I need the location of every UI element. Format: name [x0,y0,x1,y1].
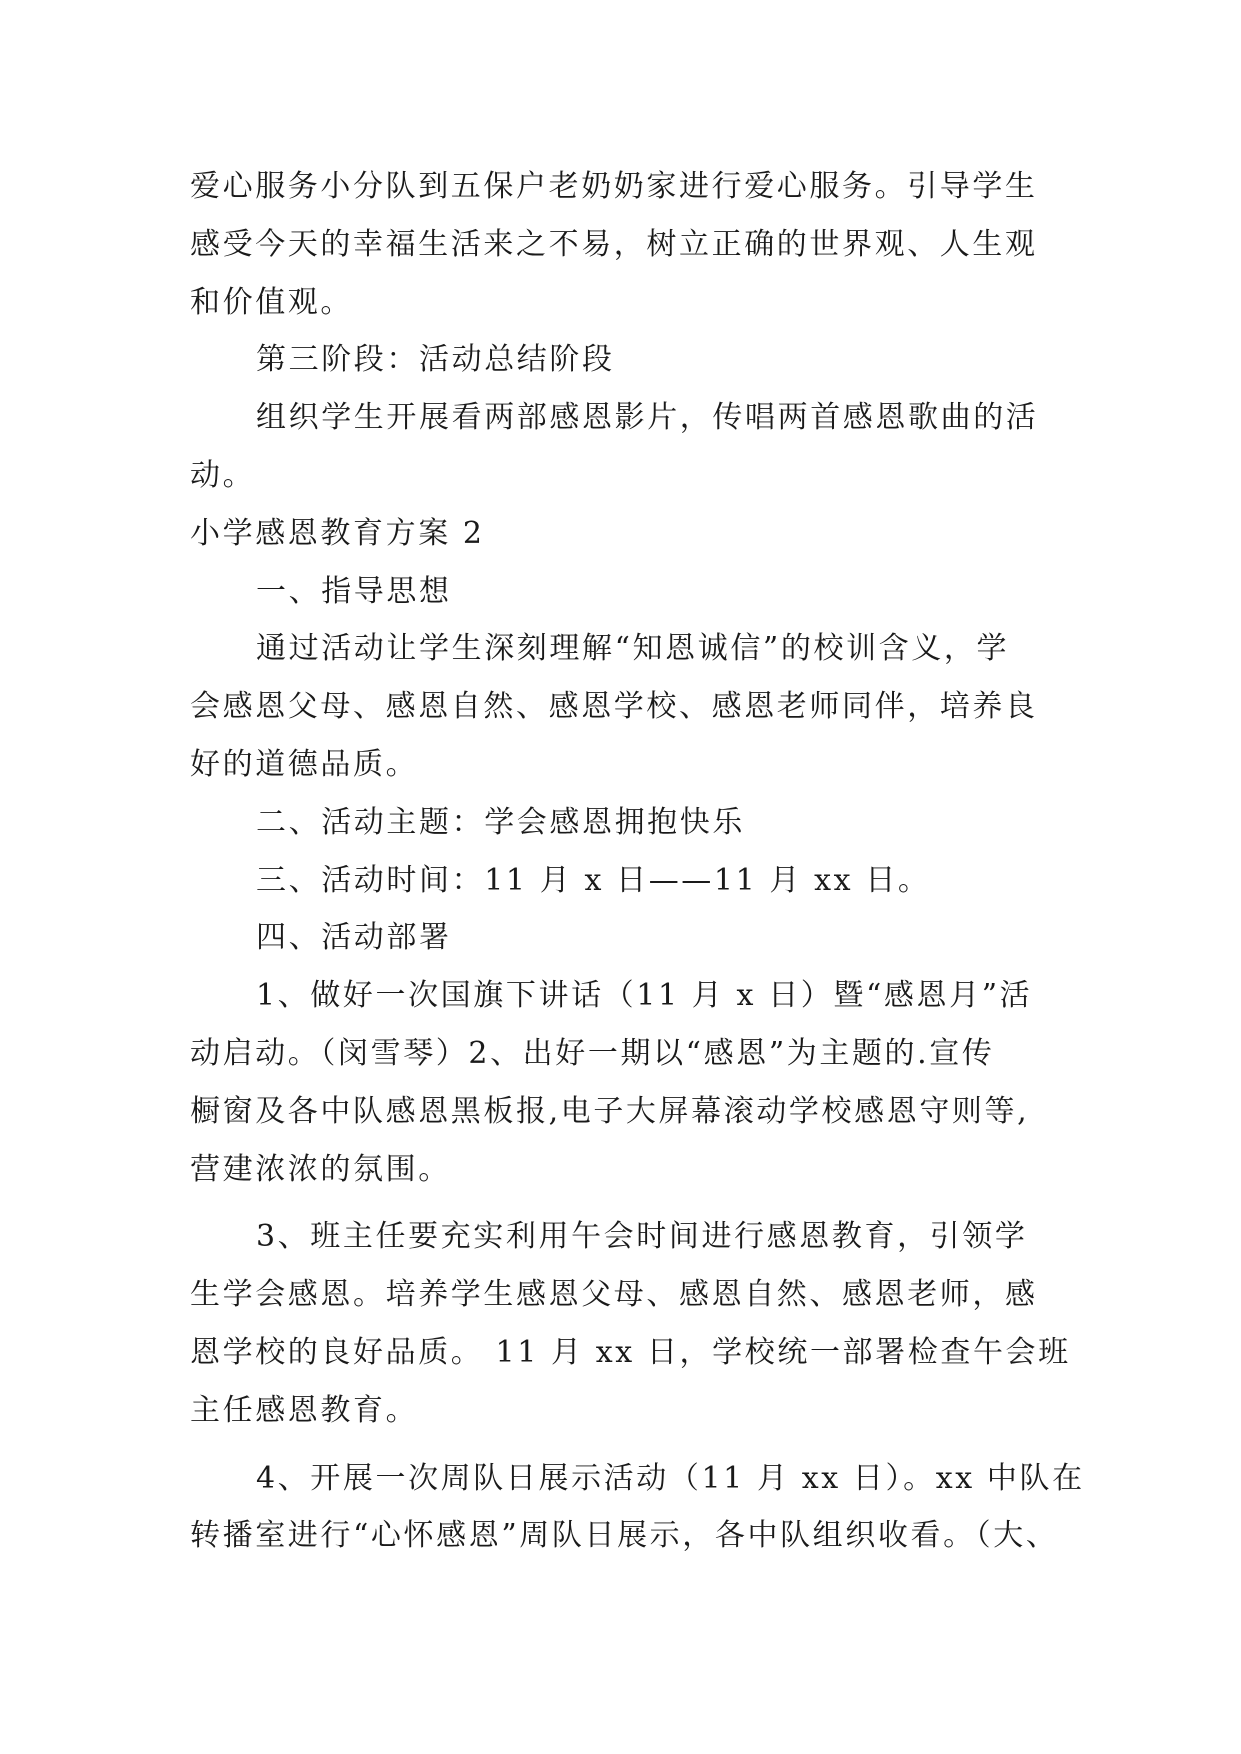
paragraph-line: 和价值观。 [190,284,353,320]
section-heading: 第三阶段：活动总结阶段 [256,342,615,378]
paragraph-line: 动。 [190,457,256,493]
paragraph-line: 营建浓浓的氛围。 [190,1151,451,1187]
paragraph-gap [190,1440,1052,1450]
paragraph-line: 1、做好一次国旗下讲话（11 月 x 日）暨“感恩月”活 [256,978,1033,1014]
paragraph-line: 感受今天的幸福生活来之不易，树立正确的世界观、人生观 [190,226,1038,262]
paragraph-line: 通过活动让学生深刻理解“知恩诚信”的校训含义，学 [256,631,1010,667]
paragraph-line: 转播室进行“心怀感恩”周队日展示，各中队组织收看。（大、 [190,1518,1059,1554]
paragraph-line: 3、班主任要充实利用午会时间进行感恩教育，引领学 [256,1219,1028,1255]
paragraph-line: 组织学生开展看两部感恩影片，传唱两首感恩歌曲的活 [256,400,1039,436]
paragraph-line: 生学会感恩。培养学生感恩父母、感恩自然、感恩老师，感 [190,1277,1038,1313]
paragraph-line: 主任感恩教育。 [190,1392,419,1428]
paragraph-line: 会感恩父母、感恩自然、感恩学校、感恩老师同伴，培养良 [190,689,1038,725]
paragraph-line: 橱窗及各中队感恩黑板报,电子大屏幕滚动学校感恩守则等, [190,1093,1030,1129]
paragraph-gap [190,1198,1052,1208]
section-heading: 二、活动主题：学会感恩拥抱快乐 [256,804,745,840]
paragraph-line: 恩学校的良好品质。 11 月 xx 日，学校统一部署检查午会班 [190,1334,1071,1370]
document-title: 小学感恩教育方案 2 [190,515,485,551]
section-heading: 一、指导思想 [256,573,452,609]
paragraph-line: 动启动。（闵雪琴）2、出好一期以“感恩”为主题的.宣传 [190,1035,995,1071]
paragraph-line: 爱心服务小分队到五保户老奶奶家进行爱心服务。引导学生 [190,169,1038,204]
paragraph-line: 好的道德品质。 [190,746,419,782]
section-heading: 三、活动时间：11 月 x 日——11 月 xx 日。 [256,862,931,898]
paragraph-line: 4、开展一次周队日展示活动（11 月 xx 日）。xx 中队在 [256,1460,1085,1496]
document-body [190,158,1085,1565]
section-heading: 四、活动部署 [256,920,452,956]
